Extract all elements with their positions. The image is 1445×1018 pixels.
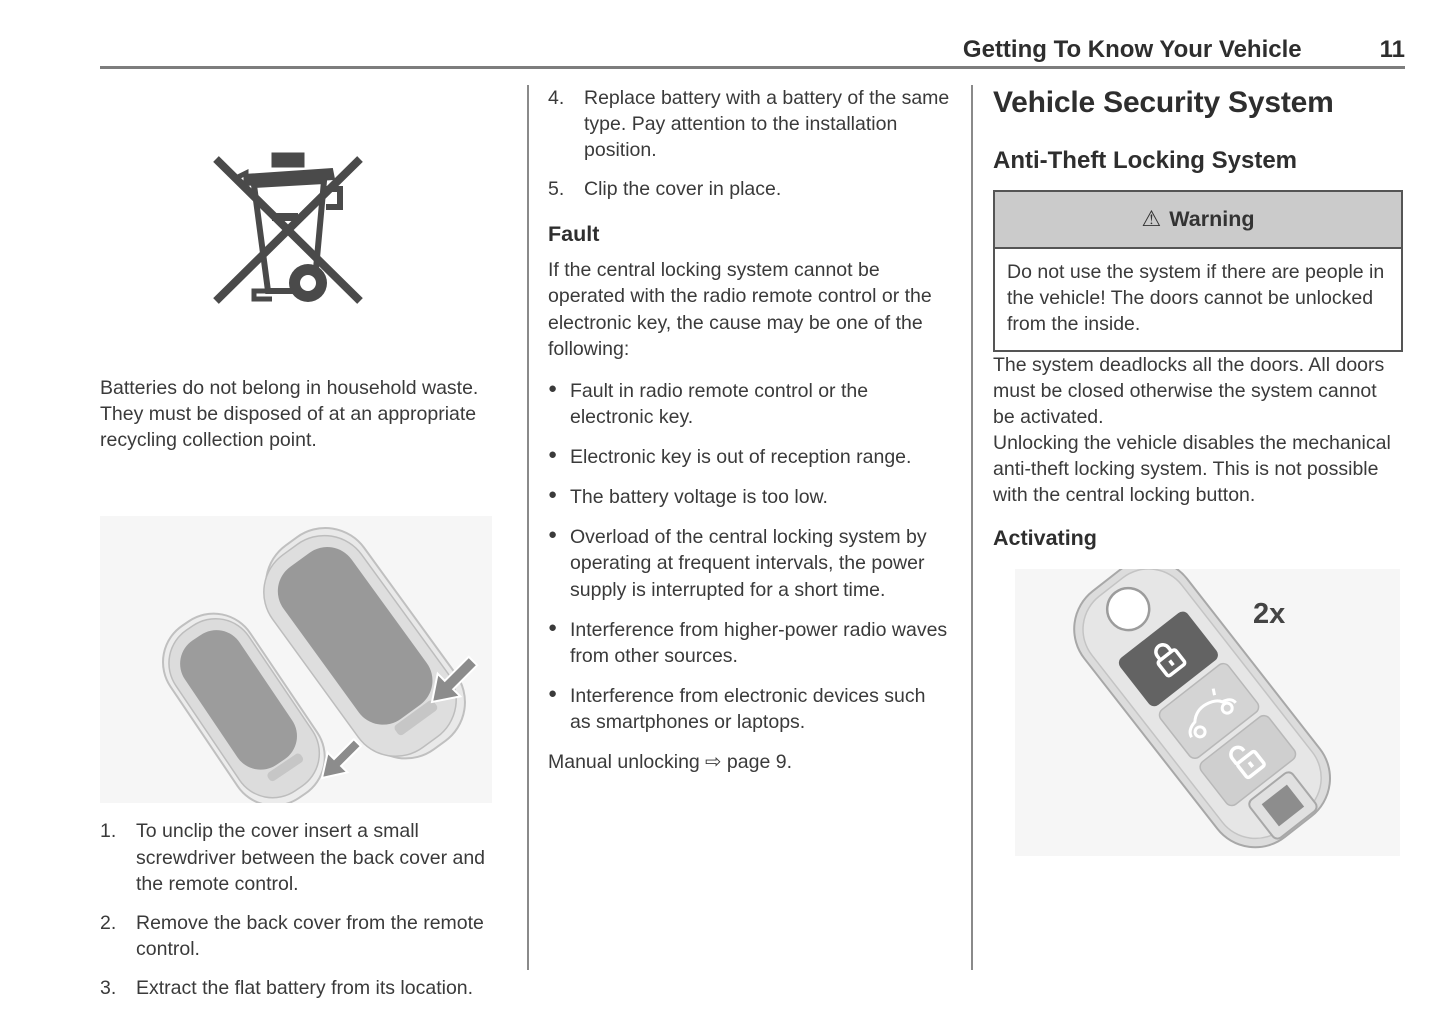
manual-unlocking-crossref: Manual unlocking ⇨ page 9. (548, 751, 792, 774)
fault-cause-item: ● Overload of the central locking system by operating at frequent intervals, the power supply is interrupted for a short time. (548, 524, 950, 602)
key-fob-image (1015, 569, 1400, 856)
step-number: 4. (548, 87, 565, 109)
remote-backs-illustration (100, 516, 492, 803)
fault-causes-list (548, 378, 950, 735)
warning-box (993, 190, 1403, 351)
chapter-title: Getting To Know Your Vehicle (962, 36, 1302, 63)
step-3 (100, 975, 507, 1001)
activating-heading: Activating (993, 526, 1097, 551)
step-5 (548, 176, 950, 202)
warning-label: Warning (1169, 207, 1255, 232)
battery-removal-steps (100, 818, 507, 1001)
fault-cause-item: ● Interference from electronic devices such as smartphones or laptops. (548, 683, 950, 735)
weee-crossed-bin-image (188, 123, 388, 313)
step-number: 2. (100, 911, 117, 934)
header-rule (100, 66, 1405, 69)
fault-intro-text: If the central locking system cannot be operated with the radio remote control or the electronic key, the cause may be one of the following: (548, 259, 932, 360)
step-number: 5. (548, 178, 565, 201)
antitheft-body-text-2: Unlocking the vehicle disables the mechanical anti-theft locking system. This is not possible with the central locking button. (993, 431, 1391, 507)
warning-box-text: Do not use the system if there are people in the vehicle! The doors cannot be unlocked from the inside. (1007, 261, 1385, 336)
middle-column (548, 85, 950, 775)
fault-cause-item: ● Electronic key is out of reception range. (548, 444, 950, 470)
step-text: Extract the flat battery from its location. (136, 977, 474, 999)
right-column (993, 83, 1403, 856)
step-text: Remove the back cover from the remote control. (136, 911, 484, 960)
fault-cause-item: ● Interference from higher-power radio waves from other sources. (548, 617, 950, 669)
left-column (100, 85, 507, 1001)
step-number: 3. (100, 977, 117, 999)
battery-disposal-text: Batteries do not belong in household waste. They must be disposed of at an appropriate recycling collection point. (100, 377, 479, 452)
fault-cause-item: ● Fault in radio remote control or the electronic key. (548, 378, 950, 430)
subsection-title: Anti-Theft Locking System (993, 147, 1298, 175)
crossed-bin-icon (188, 123, 388, 313)
section-title: Vehicle Security System (993, 86, 1334, 119)
step-text: To unclip the cover insert a small screwdriver between the back cover and the remote control. (136, 820, 486, 895)
fault-cause-item: ● The battery voltage is too low. (548, 484, 950, 510)
warning-triangle-icon: ⚠ (1141, 206, 1162, 232)
press-twice-label: 2x (1253, 598, 1286, 631)
antitheft-body-text-1: The system deadlocks all the doors. All doors must be closed otherwise the system cannot be activated. (993, 353, 1385, 428)
step-2 (100, 910, 507, 962)
battery-replace-steps (548, 85, 950, 203)
page-number: 11 (1379, 36, 1405, 63)
column-divider-left (527, 85, 529, 970)
running-header (100, 36, 1405, 64)
column-divider-right (971, 85, 973, 970)
fault-heading: Fault (548, 221, 600, 246)
remote-back-covers-image (100, 516, 492, 803)
step-number: 1. (100, 820, 117, 843)
warning-box-header (995, 192, 1401, 249)
step-4 (548, 85, 950, 163)
step-text: Clip the cover in place. (584, 178, 782, 201)
step-1 (100, 818, 507, 896)
key-fob-illustration (1015, 569, 1400, 856)
step-text: Replace battery with a battery of the same type. Pay attention to the installation position. (584, 87, 950, 162)
